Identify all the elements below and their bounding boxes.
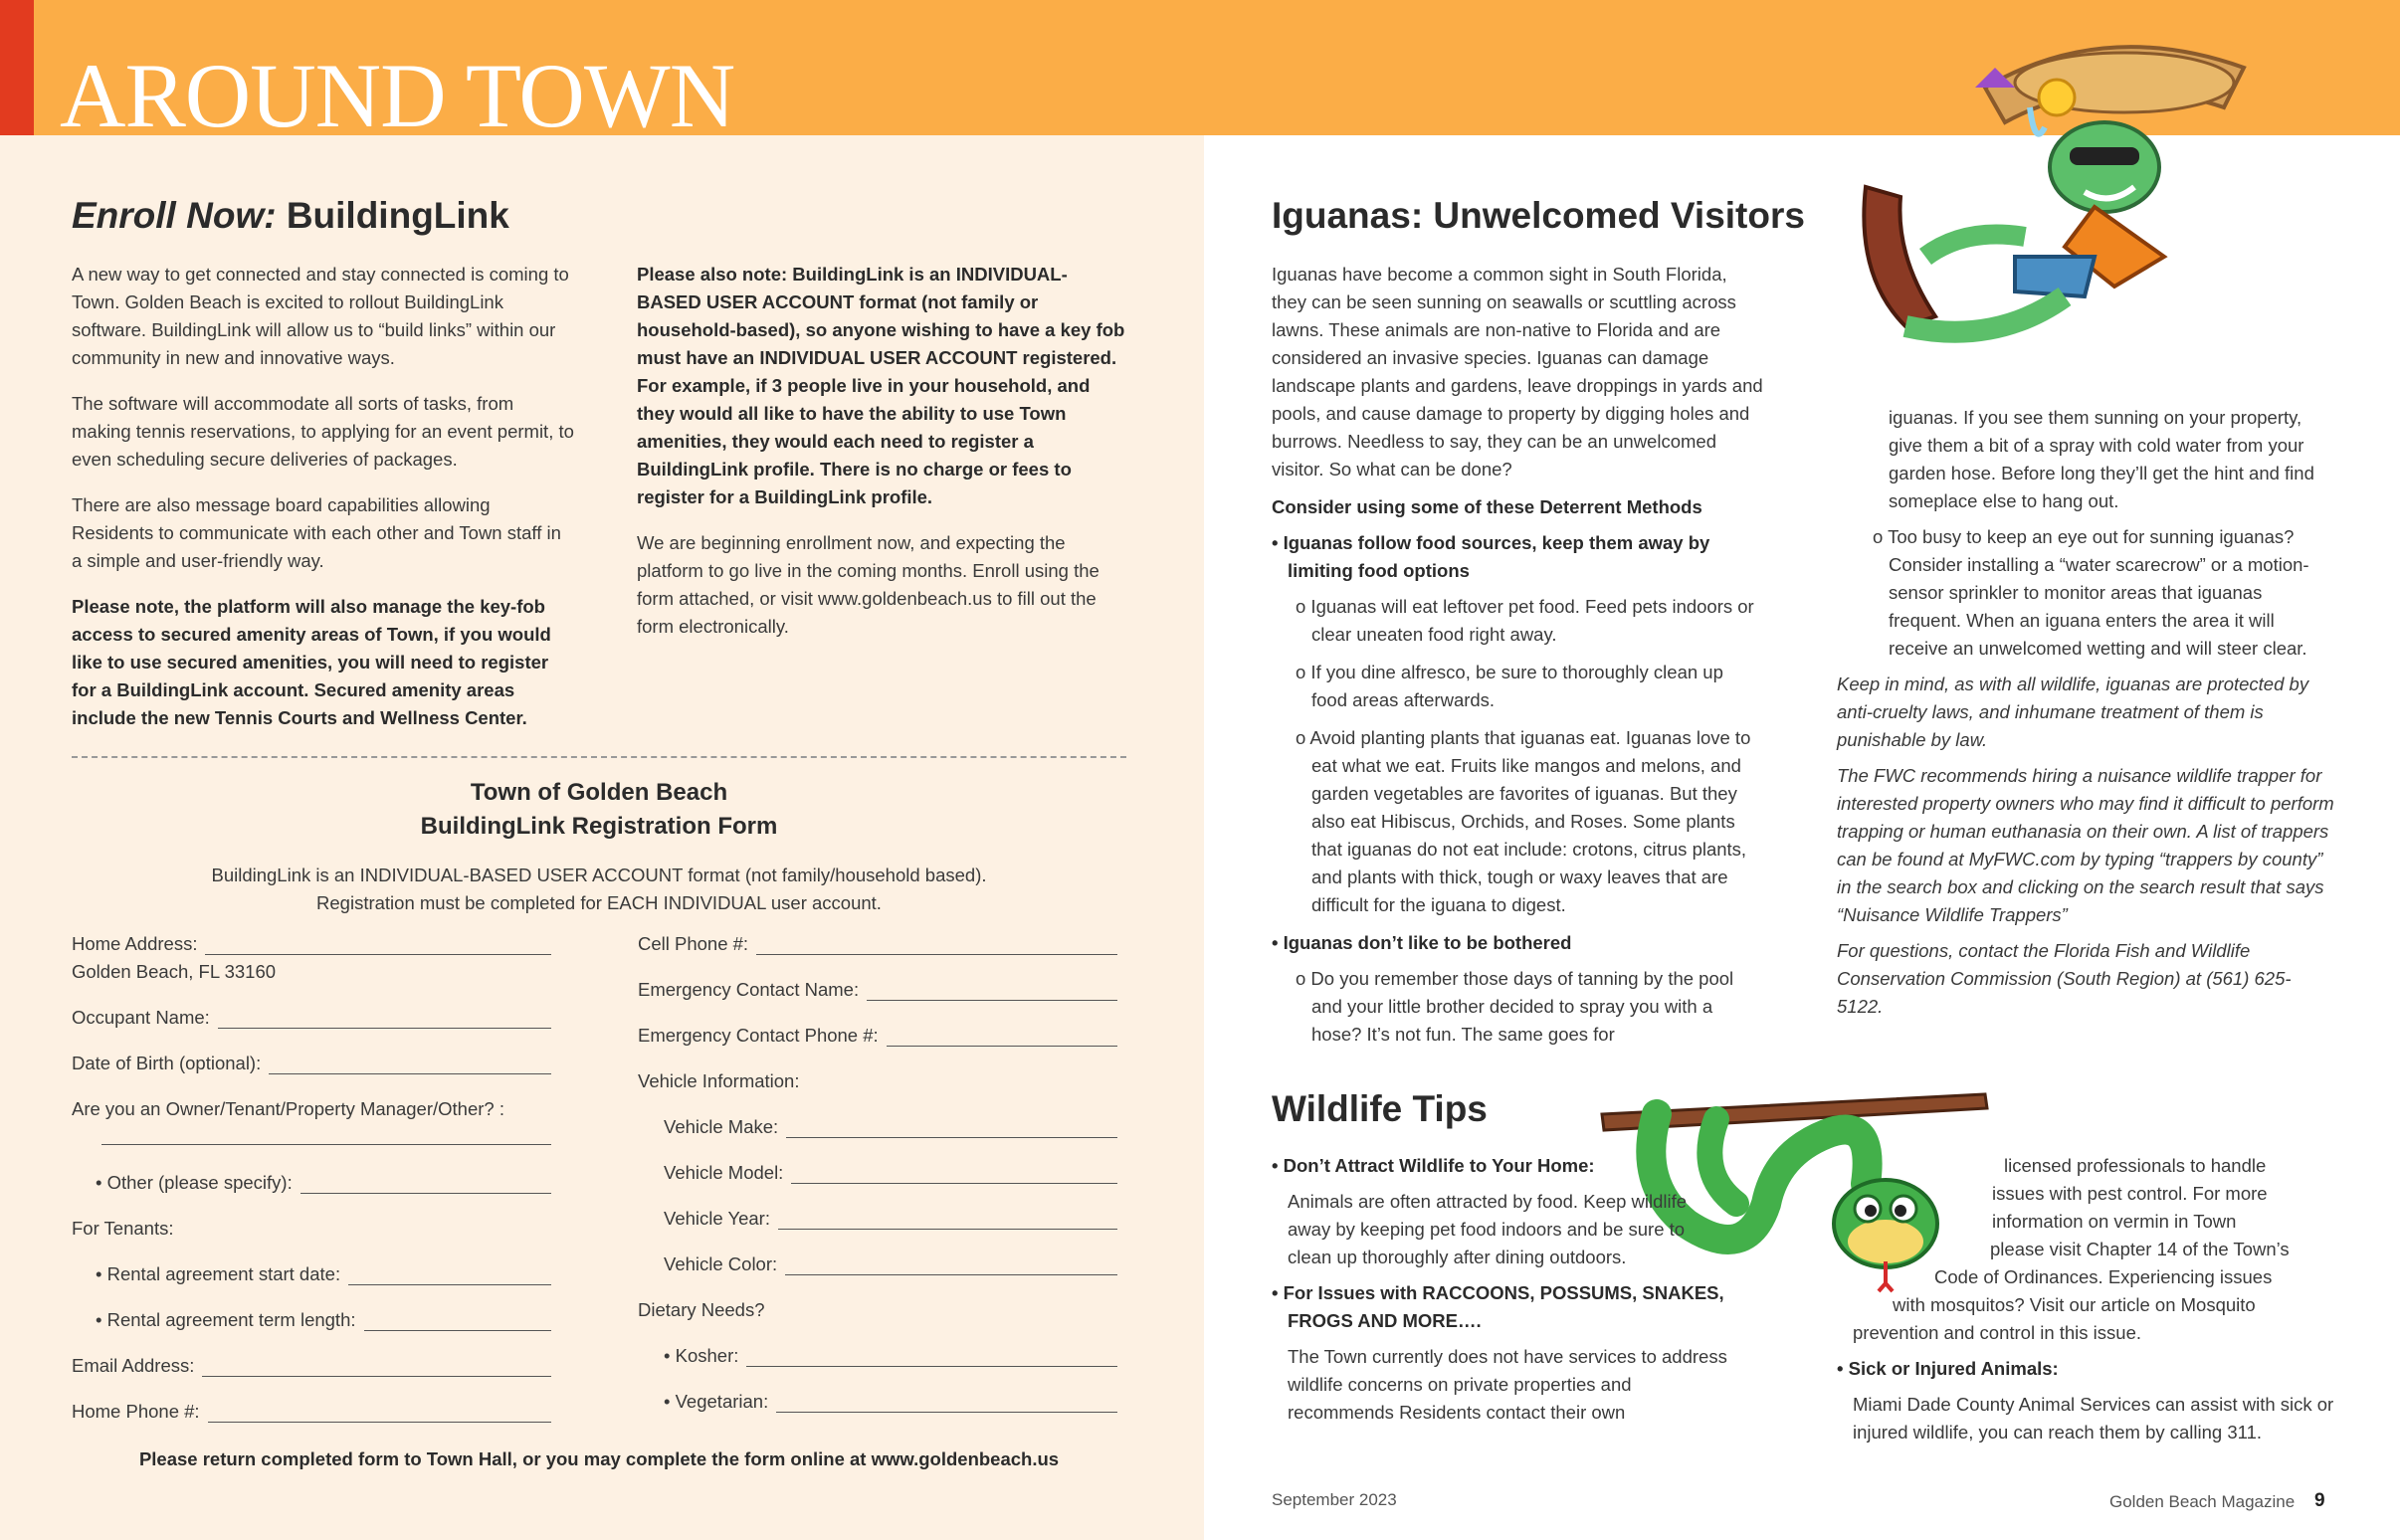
vehicle-model-field[interactable]: Vehicle Model: [664,1162,1117,1184]
enroll-column-1 [72,261,574,750]
iguana-bullet: • Iguanas don’t like to be bothered [1272,932,1572,953]
iguana-sub-bullet: o Too busy to keep an eye out for sunning iguanas? Consider installing a “water scarecrow” or a motion-sensor sprinkler to monitor areas that iguanas frequent. When an iguana enters the area it will receive an unwelcomed wetting and will steer clear. [1873,526,2309,659]
dob-field[interactable]: Date of Birth (optional): [72,1053,551,1074]
enroll-note: Please also note: BuildingLink is an INDIVIDUAL-BASED USER ACCOUNT format (not family or household-based), so anyone wishing to have a key fob must have an INDIVIDUAL USER ACCOUNT registered. For example, if 3 people live in your household, and they would all like to have the ability to use Town amenities, they would each need to register a BuildingLink profile. There is no charge or fees to register for a BuildingLink profile. [637,264,1125,507]
iguanas-column-2 [1837,404,2334,1039]
vegetarian-field[interactable]: • Vegetarian: [664,1391,1117,1413]
dashed-divider [72,756,1126,758]
banner-accent-bar [0,0,34,135]
form-footer-note: Please return completed form to Town Hall, or you may complete the form online at www.goldenbeach.us [138,1448,1060,1469]
emergency-phone-field[interactable]: Emergency Contact Phone #: [638,1025,1117,1047]
enroll-paragraph: We are beginning enrollment now, and expecting the platform to go live in the coming months. Enroll using the form attached, or visit www.goldenbeach.us to fill out the form electronically. [637,532,1100,637]
tenants-label: For Tenants: [72,1218,174,1239]
enroll-paragraph: A new way to get connected and stay connected is coming to Town. Golden Beach is excited to rollout BuildingLink software. BuildingLink will allow us to “build links” within our community in new and innovative ways. [72,264,569,368]
iguana-continued: iguanas. If you see them sunning on your property, give them a bit of a spray with cold water from your garden hose. Before long they’ll get the hint and find someplace else to hang out. [1889,407,2314,511]
iguana-sub-bullet: o Avoid planting plants that iguanas eat. Iguanas love to eat what we eat. Fruits like mangos and melons, and garden vegetables are favorites of iguanas. But they also eat Hibiscus, Orchids, and Roses. Some plants that iguanas do not eat include: crotons, citrus plants, and plants with thick, tough or waxy leaves that are difficult for the iguana to digest. [1296,727,1751,915]
form-intro: BuildingLink is an INDIVIDUAL-BASED USER ACCOUNT format (not family/household based). Registration must be completed for EACH INDIVIDUAL user account. [211,865,987,913]
iguana-sub-bullet: o Do you remember those days of tanning by the pool and your little brother decided to spray you with a hose? It’s not fun. The same goes for [1296,968,1734,1045]
wildlife-heading: Wildlife Tips [1272,1088,1488,1129]
enroll-note: Please note, the platform will also manage the key-fob access to secured amenity areas of Town, if you would like to use secured amenities, you will need to register for a BuildingLink account. Secured amenity areas include the new Tennis Courts and Wellness Center. [72,596,551,728]
footer-date: September 2023 [1272,1490,1397,1509]
vehicle-info-label: Vehicle Information: [638,1070,800,1091]
enroll-paragraph: The software will accommodate all sorts of tasks, from making tennis reservations, to applying for an event permit, to even scheduling secure deliveries of packages. [72,393,574,470]
wildlife-column-1 [1272,1152,1739,1435]
wildlife-column-2: licensed professionals to handle issues with pest control. For more information on vermin in Town please visit Chapter 14 of the Town’s Code of Ordinances. Experiencing issues with mosquitos? Visit our article on Mosquito prevention and control in this issue. • Sick or Injured Animals: Miami Dade County Animal Services can assist with sick or injured wildlife, you can reach them by calling 311. [1837,1152,2334,1464]
owner-question: Are you an Owner/Tenant/Property Manager/Other? : [72,1098,504,1119]
home-address-field[interactable]: Home Address: [72,933,551,955]
owner-answer-field[interactable] [101,1124,551,1145]
vehicle-make-field[interactable]: Vehicle Make: [664,1116,1117,1138]
other-specify-field[interactable]: • Other (please specify): [96,1172,551,1194]
wildlife-bullet: • For Issues with RACCOONS, POSSUMS, SNAKES, FROGS AND MORE…. [1272,1282,1724,1331]
enroll-column-2 [637,261,1129,659]
footer-magazine: Golden Beach Magazine [2109,1492,2296,1511]
methods-heading: Consider using some of these Deterrent Methods [1272,496,1702,517]
city-text: Golden Beach, FL 33160 [72,961,277,982]
iguanas-intro: Iguanas have become a common sight in South Florida, they can be seen sunning on seawalls or scuttling across lawns. These animals are non-native to Florida and are considered an invasive species. Iguanas can damage landscape plants and gardens, leave droppings in yards and pools, and cause damage to property by digging holes and burrows. Needless to say, they can be an unwelcomed visitor. So what can be done? [1272,264,1763,480]
wildlife-bullet: • Don’t Attract Wildlife to Your Home: [1272,1155,1595,1176]
iguanas-column-1 [1272,261,1764,1059]
emergency-name-field[interactable]: Emergency Contact Name: [638,979,1117,1001]
iguana-sub-bullet: o Iguanas will eat leftover pet food. Feed pets indoors or clear uneaten food right away. [1296,596,1754,645]
iguana-italic-note: Keep in mind, as with all wildlife, iguanas are protected by anti-cruelty laws, and inhumane treatment of them is punishable by law. [1837,674,2309,750]
cell-phone-field[interactable]: Cell Phone #: [638,933,1117,955]
occupant-name-field[interactable]: Occupant Name: [72,1007,551,1029]
iguana-illustration [1846,28,2363,356]
iguanas-heading: Iguanas: Unwelcomed Visitors [1272,195,1805,236]
page-number: 9 [2314,1490,2325,1511]
wildlife-text: Miami Dade County Animal Services can assist with sick or injured wildlife, you can reach them by calling 311. [1853,1394,2334,1443]
section-title: AROUND TOWN [60,45,735,146]
enroll-paragraph: There are also message board capabilities allowing Residents to communicate with each other and Town staff in a simple and user-friendly way. [72,494,561,571]
dietary-label: Dietary Needs? [638,1299,765,1320]
form-title: Town of Golden Beach BuildingLink Registration Form [420,779,778,840]
wildlife-bullet: • Sick or Injured Animals: [1837,1358,2059,1379]
iguana-bullet: • Iguanas follow food sources, keep them away by limiting food options [1272,532,1710,581]
vehicle-year-field[interactable]: Vehicle Year: [664,1208,1117,1230]
iguana-sub-bullet: o If you dine alfresco, be sure to thoroughly clean up food areas afterwards. [1296,662,1723,710]
vehicle-color-field[interactable]: Vehicle Color: [664,1253,1117,1275]
wildlife-text: Animals are often attracted by food. Keep wildlife away by keeping pet food indoors and be sure to clean up thoroughly after dining outdoors. [1288,1191,1688,1267]
wildlife-text: The Town currently does not have services to address wildlife concerns on private properties and recommends Residents contact their own [1288,1346,1727,1423]
rental-start-field[interactable]: • Rental agreement start date: [96,1263,551,1285]
rental-term-field[interactable]: • Rental agreement term length: [96,1309,551,1331]
enroll-heading: Enroll Now: BuildingLink [72,195,509,236]
home-phone-field[interactable]: Home Phone #: [72,1401,551,1423]
iguana-italic-note: The FWC recommends hiring a nuisance wildlife trapper for interested property owners who may find it difficult to perform trapping or human euthanasia on their own. A list of trappers can be found at MyFWC.com by typing “trappers by county” in the search box and clicking on the search result that says “Nuisance Wildlife Trappers” [1837,765,2334,925]
kosher-field[interactable]: • Kosher: [664,1345,1117,1367]
email-field[interactable]: Email Address: [72,1355,551,1377]
iguana-italic-note: For questions, contact the Florida Fish and Wildlife Conservation Commission (South Region) at (561) 625-5122. [1837,940,2292,1017]
